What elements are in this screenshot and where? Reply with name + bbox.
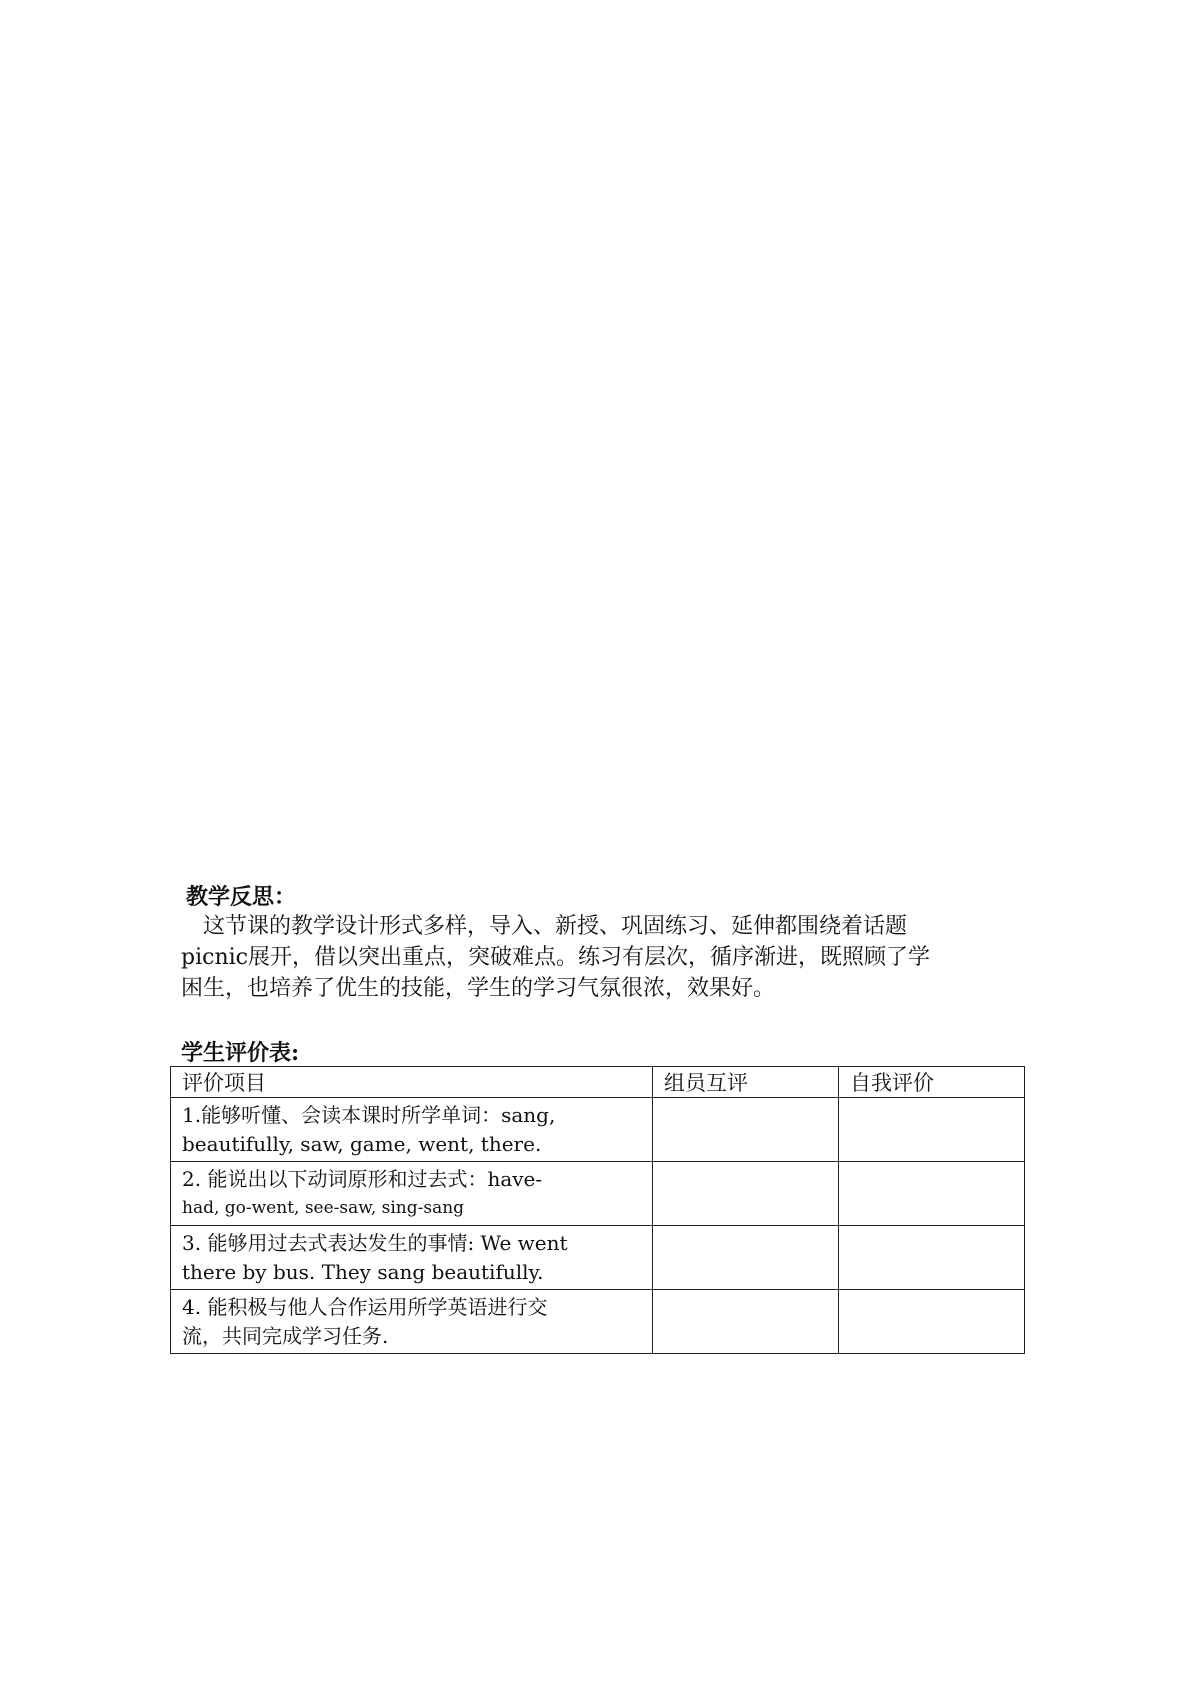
evaluation-item-cell [171, 1290, 653, 1354]
self-evaluation-cell [839, 1290, 1025, 1354]
evaluation-table [170, 1066, 1025, 1354]
self-evaluation-cell [839, 1162, 1025, 1226]
table-row [171, 1290, 1025, 1354]
column-header-self: 自我评价 [839, 1067, 1025, 1098]
item-text-line: 流，共同完成学习任务. [182, 1324, 389, 1348]
table-row [171, 1098, 1025, 1162]
evaluation-heading: 学生评价表: [181, 1040, 300, 1066]
table-row [171, 1226, 1025, 1290]
evaluation-item-cell [171, 1226, 653, 1290]
peer-evaluation-cell [653, 1162, 839, 1226]
reflection-line: 困生，也培养了优生的技能，学生的学习气氛很浓，效果好。 [181, 976, 776, 1001]
peer-evaluation-cell [653, 1098, 839, 1162]
item-text-line: 1.能够听懂、会读本课时所学单词：sang, [182, 1103, 556, 1127]
self-evaluation-cell [839, 1098, 1025, 1162]
reflection-heading: 教学反思： [186, 884, 297, 910]
item-text-line: 2. 能说出以下动词原形和过去式：have- [182, 1167, 543, 1191]
reflection-paragraph [181, 911, 1019, 1004]
reflection-line: picnic展开，借以突出重点，突破难点。练习有层次，循序渐进，既照顾了学 [181, 945, 930, 970]
peer-evaluation-cell [653, 1290, 839, 1354]
item-text-line: there by bus. They sang beautifully. [182, 1260, 544, 1284]
item-text-line: had, go-went, see-saw, sing-sang [182, 1198, 465, 1218]
evaluation-item-cell [171, 1162, 653, 1226]
column-header-peer: 组员互评 [653, 1067, 839, 1098]
column-header-item: 评价项目 [171, 1067, 653, 1098]
evaluation-item-cell [171, 1098, 653, 1162]
item-text-line: beautifully, saw, game, went, there. [182, 1132, 542, 1156]
peer-evaluation-cell [653, 1226, 839, 1290]
table-header-row [171, 1067, 1025, 1098]
item-text-line: 3. 能够用过去式表达发生的事情: We went [182, 1231, 568, 1255]
self-evaluation-cell [839, 1226, 1025, 1290]
item-text-line: 4. 能积极与他人合作运用所学英语进行交 [182, 1295, 548, 1319]
table-row [171, 1162, 1025, 1226]
reflection-line: 这节课的教学设计形式多样，导入、新授、巩固练习、延伸都围绕着话题 [181, 914, 908, 939]
